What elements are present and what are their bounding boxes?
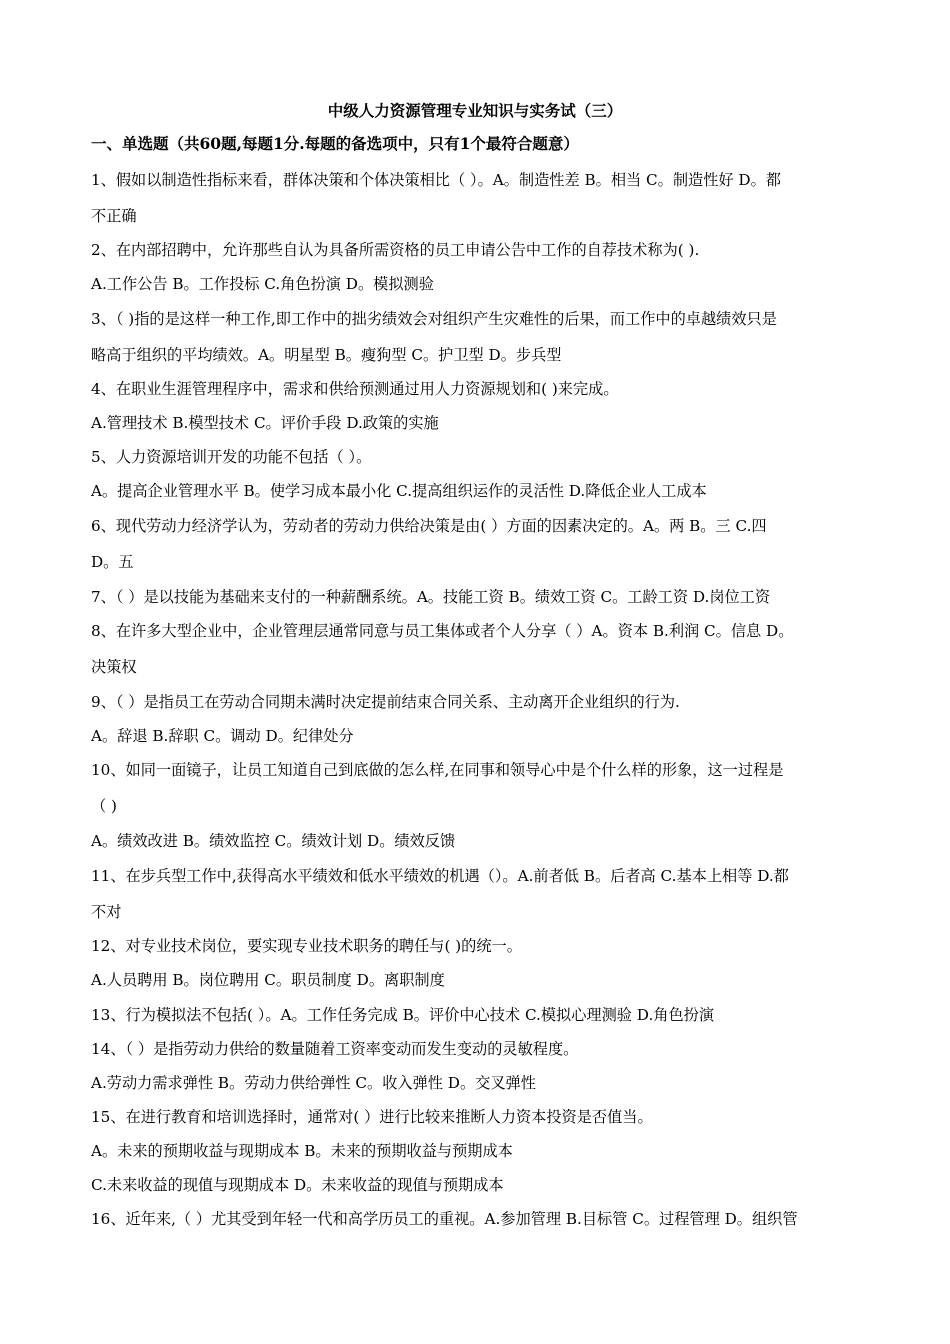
text-line: 1、假如以制造性指标来看，群体决策和个体决策相比（ ）。A。制造性差 B。相当 C。制造性好 D。都 (91, 171, 781, 189)
text-line: 11、在步兵型工作中,获得高水平绩效和低水平绩效的机遇（）。A.前者低 B。后者高 C.基本上相等 D.都 (91, 867, 789, 885)
text-line: C.未来收益的现值与现期成本 D。未来收益的现值与预期成本 (91, 1176, 504, 1194)
text-line: 2、在内部招聘中，允许那些自认为具备所需资格的员工申请公告中工作的自荐技术称为( ). (91, 241, 700, 259)
text-line: A.劳动力需求弹性 B。劳动力供给弹性 C。收入弹性 D。交叉弹性 (91, 1074, 536, 1092)
section-heading: 一、单选题（共60题,每题1分.每题的备选项中，只有1个最符合题意） (91, 134, 579, 153)
text-line: 决策权 (91, 658, 137, 676)
text-line: A。辞退 B.辞职 C。调动 D。纪律处分 (91, 727, 354, 745)
text-line: 不正确 (91, 207, 137, 225)
text-line: 7、（ ）是以技能为基础来支付的一种薪酬系统。A。技能工资 B。绩效工资 C。工龄工资 D.岗位工资 (91, 588, 771, 606)
text-line: 12、对专业技术岗位，要实现专业技术职务的聘任与( )的统一。 (91, 937, 522, 955)
text-line: 10、如同一面镜子，让员工知道自己到底做的怎么样,在同事和领导心中是个什么样的形象，这一过程是 (91, 761, 784, 779)
text-line: A.人员聘用 B。岗位聘用 C。职员制度 D。离职制度 (91, 971, 445, 989)
text-line: D。五 (91, 553, 134, 571)
text-line: 4、在职业生涯管理程序中，需求和供给预测通过用人力资源规划和( )来完成。 (91, 380, 619, 398)
text-line: 5、人力资源培训开发的功能不包括（ ）。 (91, 448, 372, 466)
text-line: 略高于组织的平均绩效。A。明星型 B。瘦狗型 C。护卫型 D。步兵型 (91, 346, 562, 364)
text-line: 9、（ ）是指员工在劳动合同期未满时决定提前结束合同关系、主动离开企业组织的行为. (91, 693, 680, 711)
text-line: 13、行为模拟法不包括( ）。A。工作任务完成 B。评价中心技术 C.模拟心理测验 D.角色扮演 (91, 1006, 715, 1024)
text-line: 14、（ ）是指劳动力供给的数量随着工资率变动而发生变动的灵敏程度。 (91, 1040, 579, 1058)
text-line: 6、现代劳动力经济学认为，劳动者的劳动力供给决策是由( ）方面的因素决定的。A。两 B。三 C.四 (91, 517, 767, 535)
text-line: 不对 (91, 903, 122, 921)
text-line: 15、在进行教育和培训选择时，通常对( ）进行比较来推断人力资本投资是否值当。 (91, 1108, 653, 1126)
text-line: A。未来的预期收益与现期成本 B。未来的预期收益与预期成本 (91, 1142, 513, 1160)
text-line: 16、近年来,（ ）尤其受到年轻一代和高学历员工的重视。A.参加管理 B.目标管 C。过程管理 D。组织管 (91, 1210, 798, 1228)
document-title: 中级人力资源管理专业知识与实务试（三） (327, 101, 623, 120)
text-line: 8、在许多大型企业中，企业管理层通常同意与员工集体或者个人分享（ ）A。资本 B.利润 C。信息 D。 (91, 622, 794, 640)
text-line: A.管理技术 B.模型技术 C。评价手段 D.政策的实施 (91, 414, 439, 432)
text-line: 3、（ )指的是这样一种工作,即工作中的拙劣绩效会对组织产生灾难性的后果，而工作中的卓越绩效只是 (91, 310, 777, 328)
text-line: A.工作公告 B。工作投标 C.角色扮演 D。模拟测验 (91, 275, 434, 293)
text-line: （ ) (91, 797, 117, 815)
text-line: A。提高企业管理水平 B。使学习成本最小化 C.提高组织运作的灵活性 D.降低企业人工成本 (91, 482, 707, 500)
text-line: A。绩效改进 B。绩效监控 C。绩效计划 D。绩效反馈 (91, 832, 456, 850)
